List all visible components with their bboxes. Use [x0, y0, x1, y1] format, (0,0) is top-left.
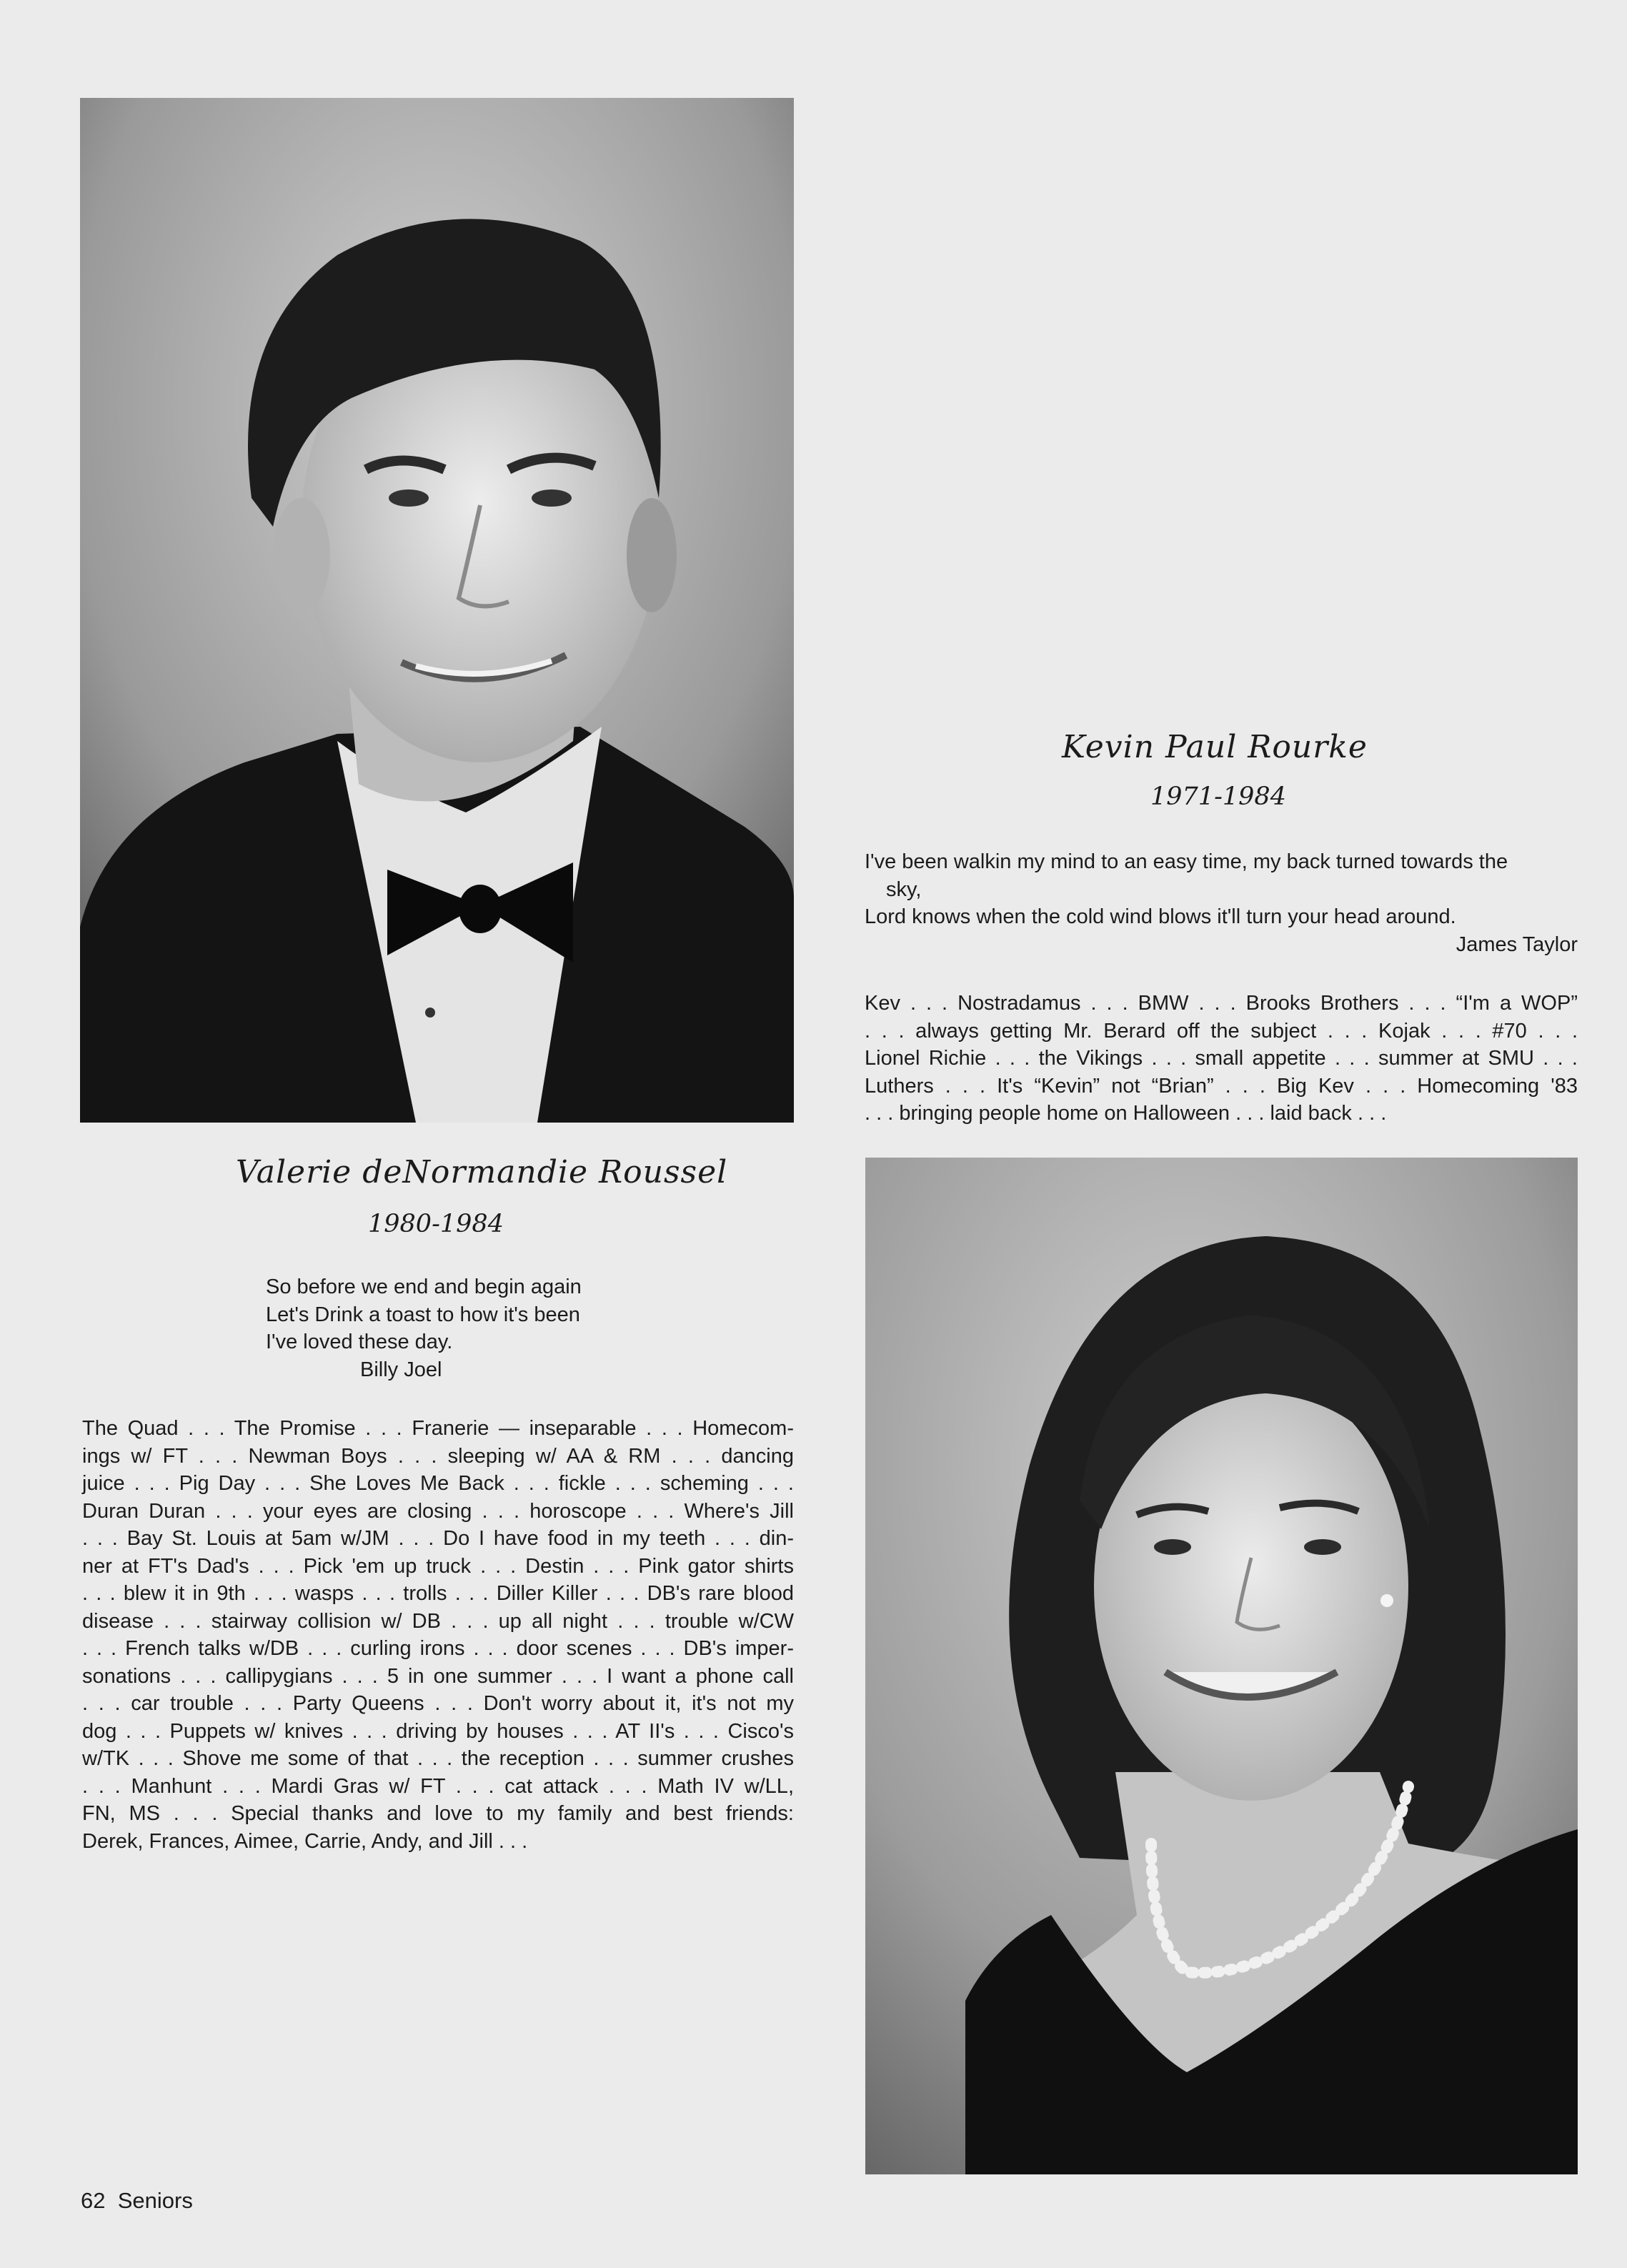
quote-line: I've loved these day.	[266, 1331, 453, 1353]
memory-line: . . . always getting Mr. Berard off the subject . . . Kojak . . . #70 . . .	[865, 1019, 1578, 1043]
section-label: Seniors	[117, 2188, 193, 2213]
memory-line: . . . Bay St. Louis at 5am w/JM . . . Do I have food in my teeth . . . din-	[82, 1527, 794, 1550]
senior-portrait-valerie	[865, 1158, 1578, 2174]
memory-line: disease . . . stairway collision w/ DB . . . up all night . . . trouble w/CW	[82, 1609, 794, 1633]
memory-line: sonations . . . callipygians . . . 5 in one summer . . . I want a phone call	[82, 1664, 794, 1688]
memory-line: The Quad . . . The Promise . . . Franerie — inseparable . . . Homecom-	[82, 1417, 794, 1440]
senior-name-kevin: Kevin Paul Rourke	[1062, 729, 1368, 765]
senior-years-kevin: 1971-1984	[1150, 782, 1286, 811]
memory-line: Luthers . . . It's “Kevin” not “Brian” . . . Big Kev . . . Homecoming '83	[865, 1074, 1578, 1098]
memory-line: Lionel Richie . . . the Vikings . . . small appetite . . . summer at SMU . . .	[865, 1047, 1578, 1070]
senior-quote-valerie	[266, 1273, 666, 1383]
page-footer	[81, 2188, 193, 2214]
senior-memories-kevin	[865, 990, 1578, 1128]
memory-line: . . . car trouble . . . Party Queens . . . Don't worry about it, it's not my	[82, 1692, 794, 1715]
memory-line: w/TK . . . Shove me some of that . . . the reception . . . summer crushes	[82, 1747, 794, 1770]
memory-line: Kev . . . Nostradamus . . . BMW . . . Brooks Brothers . . . “I'm a WOP”	[865, 992, 1578, 1015]
memory-line: . . . bringing people home on Halloween . . . laid back . . .	[865, 1102, 1387, 1125]
page-number: 62	[81, 2188, 106, 2213]
quote-line: So before we end and begin again	[266, 1275, 582, 1298]
memory-line: Duran Duran . . . your eyes are closing . . . horoscope . . . Where's Jill	[82, 1499, 794, 1523]
memory-line: ings w/ FT . . . Newman Boys . . . sleeping w/ AA & RM . . . dancing	[82, 1444, 794, 1468]
quote-line: I've been walkin my mind to an easy time, my back turned towards the	[865, 850, 1508, 873]
memory-line: dog . . . Puppets w/ knives . . . driving by houses . . . AT II's . . . Cisco's	[82, 1719, 794, 1743]
quote-author: Billy Joel	[360, 1358, 442, 1381]
memory-line: . . . blew it in 9th . . . wasps . . . trolls . . . Diller Killer . . . DB's rare blood	[82, 1582, 794, 1605]
senior-quote-kevin	[865, 848, 1578, 958]
senior-portrait-kevin	[80, 98, 794, 1123]
memory-line: juice . . . Pig Day . . . She Loves Me Back . . . fickle . . . scheming . . .	[82, 1472, 794, 1495]
senior-years-valerie: 1980-1984	[368, 1210, 504, 1238]
memory-line: . . . Manhunt . . . Mardi Gras w/ FT . . . cat attack . . . Math IV w/LL,	[82, 1774, 794, 1798]
senior-memories-valerie	[82, 1415, 794, 1855]
quote-line: Let's Drink a toast to how it's been	[266, 1303, 580, 1326]
quote-author: James Taylor	[1456, 932, 1578, 956]
memory-line: ner at FT's Dad's . . . Pick 'em up truck . . . Destin . . . Pink gator shirts	[82, 1554, 794, 1578]
memory-line: Derek, Frances, Aimee, Carrie, Andy, and Jill . . .	[82, 1829, 528, 1853]
memory-line: . . . French talks w/DB . . . curling irons . . . door scenes . . . DB's imper-	[82, 1637, 794, 1660]
memory-line: FN, MS . . . Special thanks and love to my family and best friends:	[82, 1802, 794, 1825]
quote-line: sky,	[886, 877, 922, 901]
quote-line: Lord knows when the cold wind blows it'll turn your head around.	[865, 905, 1456, 928]
senior-name-valerie: Valerie deNormandie Roussel	[236, 1154, 728, 1190]
